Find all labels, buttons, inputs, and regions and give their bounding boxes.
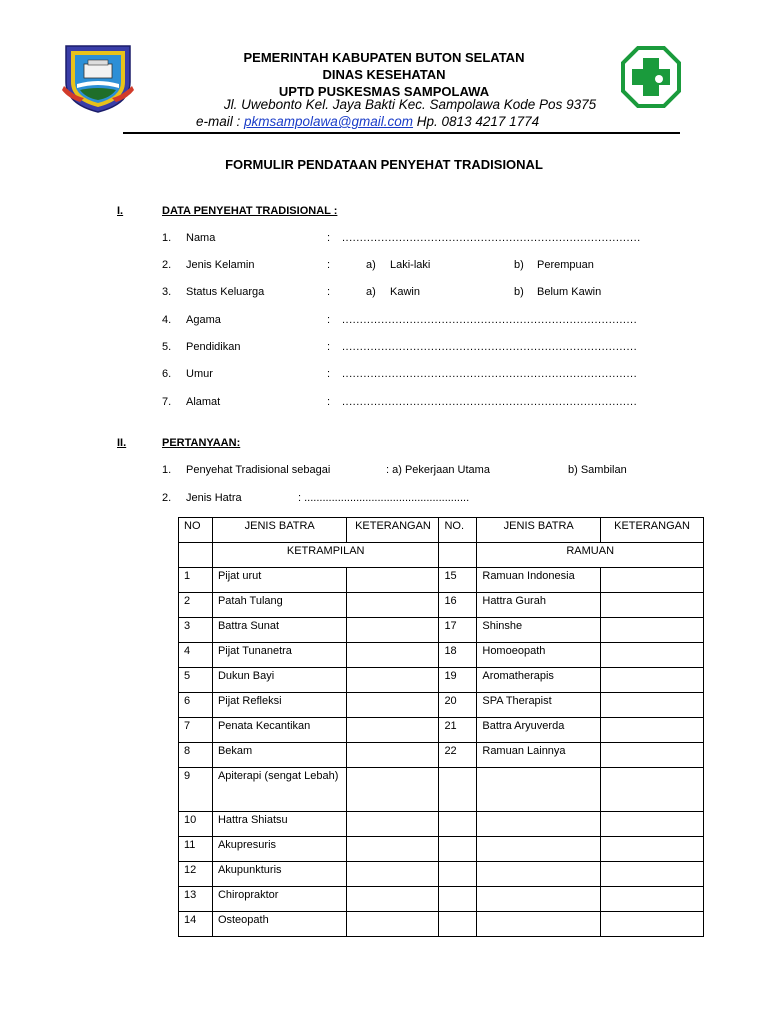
row-jenis-left: Dukun Bayi	[212, 668, 347, 693]
header-puskesmas: UPTD PUSKESMAS SAMPOLAWA	[278, 84, 490, 99]
field-colon: :	[327, 314, 331, 326]
row-no-left: 8	[179, 743, 213, 768]
row-keterangan-left[interactable]	[347, 593, 439, 618]
row-no-left: 7	[179, 718, 213, 743]
question-label: Jenis Hatra	[186, 492, 242, 504]
row-no-left: 14	[179, 912, 213, 937]
row-no-right: 15	[439, 568, 477, 593]
row-no-right	[439, 812, 477, 837]
row-jenis-right: SPA Therapist	[477, 693, 601, 718]
field-label: Jenis Kelamin	[186, 259, 255, 271]
option-b-marker: b)	[514, 286, 524, 298]
row-jenis-right	[477, 837, 601, 862]
row-no-right: 21	[439, 718, 477, 743]
field-colon: :	[327, 368, 331, 380]
row-keterangan-right[interactable]	[601, 668, 704, 693]
phone-number: Hp. 0813 4217 1774	[413, 114, 540, 129]
row-no-left: 4	[179, 643, 213, 668]
row-keterangan-right[interactable]	[601, 643, 704, 668]
row-no-right	[439, 768, 477, 812]
question-number: 2.	[162, 492, 172, 504]
row-keterangan-left[interactable]	[347, 693, 439, 718]
table-row	[179, 618, 704, 643]
row-keterangan-right[interactable]	[601, 812, 704, 837]
option-belum-kawin[interactable]: Belum Kawin	[537, 286, 602, 298]
row-jenis-left: Battra Sunat	[212, 618, 347, 643]
row-jenis-left: Akupunkturis	[212, 862, 347, 887]
group-ketrampilan: KETRAMPILAN	[212, 543, 439, 568]
header-jenis-batra: JENIS BATRA	[212, 518, 347, 543]
row-jenis-left: Osteopath	[212, 912, 347, 937]
header-no-right: NO.	[439, 518, 477, 543]
field-label: Status Keluarga	[186, 286, 265, 298]
row-no-right: 20	[439, 693, 477, 718]
row-keterangan-left[interactable]	[347, 837, 439, 862]
section1-number: I.	[117, 205, 124, 217]
row-no-right: 18	[439, 643, 477, 668]
table-row	[179, 862, 704, 887]
table-row	[179, 718, 704, 743]
field-colon: :	[327, 341, 331, 353]
row-no-right	[439, 862, 477, 887]
row-jenis-right: Hattra Gurah	[477, 593, 601, 618]
row-jenis-left: Hattra Shiatsu	[212, 812, 347, 837]
row-jenis-right	[477, 887, 601, 912]
section1-title: DATA PENYEHAT TRADISIONAL :	[162, 205, 338, 217]
jenis-hatra-blank[interactable]: : ......................................................	[298, 492, 470, 504]
row-keterangan-right[interactable]	[601, 568, 704, 593]
row-keterangan-left[interactable]	[347, 568, 439, 593]
row-keterangan-right[interactable]	[601, 593, 704, 618]
row-keterangan-left[interactable]	[347, 668, 439, 693]
alamat-blank[interactable]: ...................................................................................	[342, 396, 638, 408]
row-jenis-left: Patah Tulang	[212, 593, 347, 618]
table-row	[179, 643, 704, 668]
header-divider	[123, 132, 680, 134]
field-number: 3.	[162, 286, 172, 298]
field-number: 5.	[162, 341, 172, 353]
batra-table	[178, 517, 704, 937]
email-prefix: e-mail :	[196, 114, 245, 129]
table-row	[179, 768, 704, 812]
field-colon: :	[327, 396, 331, 408]
row-keterangan-right[interactable]	[601, 618, 704, 643]
row-no-left: 9	[179, 768, 213, 812]
row-jenis-left: Chiropraktor	[212, 887, 347, 912]
table-body	[179, 568, 704, 937]
nama-blank[interactable]: ....................................................................................	[342, 232, 641, 244]
table-row	[179, 693, 704, 718]
field-number: 2.	[162, 259, 172, 271]
row-no-left: 13	[179, 887, 213, 912]
row-keterangan-right[interactable]	[601, 693, 704, 718]
row-jenis-right	[477, 912, 601, 937]
header-no: NO	[179, 518, 213, 543]
field-colon: :	[327, 232, 331, 244]
field-number: 6.	[162, 368, 172, 380]
agama-blank[interactable]: ...................................................................................	[342, 314, 638, 326]
header-keterangan-right: KETERANGAN	[601, 518, 704, 543]
row-no-left: 5	[179, 668, 213, 693]
row-no-left: 6	[179, 693, 213, 718]
option-a-marker: a)	[366, 259, 376, 271]
group-ramuan: RAMUAN	[477, 543, 704, 568]
section2-number: II.	[117, 437, 127, 449]
row-jenis-right	[477, 812, 601, 837]
field-label: Pendidikan	[186, 341, 241, 353]
row-keterangan-left[interactable]	[347, 887, 439, 912]
header-jenis-batra-right: JENIS BATRA	[477, 518, 601, 543]
table-header-row	[179, 518, 704, 543]
field-label: Umur	[186, 368, 213, 380]
row-keterangan-left[interactable]	[347, 912, 439, 937]
header-keterangan: KETERANGAN	[347, 518, 439, 543]
row-jenis-left: Pijat Tunanetra	[212, 643, 347, 668]
row-no-left: 11	[179, 837, 213, 862]
row-no-right	[439, 887, 477, 912]
row-no-right: 19	[439, 668, 477, 693]
row-keterangan-left[interactable]	[347, 812, 439, 837]
header-address: Jl. Uwebonto Kel. Jaya Bakti Kec. Sampolawa Kode Pos 9375	[223, 97, 597, 112]
umur-blank[interactable]: ...................................................................................	[342, 368, 638, 380]
email-link[interactable]: pkmsampolawa@gmail.com	[244, 114, 414, 129]
table-row	[179, 593, 704, 618]
row-jenis-right	[477, 862, 601, 887]
field-number: 4.	[162, 314, 172, 326]
field-label: Agama	[186, 314, 221, 326]
row-no-right	[439, 837, 477, 862]
row-jenis-left: Bekam	[212, 743, 347, 768]
form-title: FORMULIR PENDATAAN PENYEHAT TRADISIONAL	[225, 157, 543, 172]
table-row	[179, 837, 704, 862]
row-no-right: 22	[439, 743, 477, 768]
row-jenis-left: Apiterapi (sengat Lebah)	[212, 768, 347, 812]
header-government: PEMERINTAH KABUPATEN BUTON SELATAN	[243, 50, 525, 65]
puskesmas-cross-icon	[621, 46, 681, 108]
option-kawin[interactable]: Kawin	[390, 286, 420, 298]
table-row	[179, 743, 704, 768]
option-laki-laki[interactable]: Laki-laki	[390, 259, 431, 271]
table-row	[179, 568, 704, 593]
row-no-right	[439, 912, 477, 937]
row-jenis-right: Shinshe	[477, 618, 601, 643]
row-jenis-right: Homoeopath	[477, 643, 601, 668]
section2-title: PERTANYAAN:	[162, 437, 241, 449]
row-no-right: 16	[439, 593, 477, 618]
pendidikan-blank[interactable]: ...................................................................................	[342, 341, 638, 353]
row-no-left: 3	[179, 618, 213, 643]
field-colon: :	[327, 286, 331, 298]
option-pekerjaan-utama[interactable]: : a) Pekerjaan Utama	[386, 464, 490, 476]
row-no-right: 17	[439, 618, 477, 643]
row-keterangan-right[interactable]	[601, 768, 704, 812]
table-row	[179, 887, 704, 912]
table-row	[179, 668, 704, 693]
row-keterangan-right[interactable]	[601, 887, 704, 912]
question-label: Penyehat Tradisional sebagai	[186, 464, 331, 476]
row-keterangan-right[interactable]	[601, 862, 704, 887]
row-keterangan-left[interactable]	[347, 862, 439, 887]
field-number: 7.	[162, 396, 172, 408]
row-keterangan-right[interactable]	[601, 718, 704, 743]
header-contact	[196, 114, 539, 129]
row-jenis-left: Akupresuris	[212, 837, 347, 862]
row-keterangan-left[interactable]	[347, 743, 439, 768]
row-keterangan-left[interactable]	[347, 718, 439, 743]
row-jenis-left: Pijat Refleksi	[212, 693, 347, 718]
table-row	[179, 912, 704, 937]
option-a-marker: a)	[366, 286, 376, 298]
option-b-marker: b)	[514, 259, 524, 271]
row-no-left: 2	[179, 593, 213, 618]
table-group-row	[179, 543, 704, 568]
row-jenis-right	[477, 768, 601, 812]
row-jenis-left: Penata Kecantikan	[212, 718, 347, 743]
table-row	[179, 812, 704, 837]
row-keterangan-left[interactable]	[347, 643, 439, 668]
row-no-left: 1	[179, 568, 213, 593]
row-no-left: 10	[179, 812, 213, 837]
question-number: 1.	[162, 464, 172, 476]
row-jenis-left: Pijat urut	[212, 568, 347, 593]
field-colon: :	[327, 259, 331, 271]
row-keterangan-left[interactable]	[347, 618, 439, 643]
group-empty-cell	[179, 543, 213, 568]
row-no-left: 12	[179, 862, 213, 887]
field-label: Alamat	[186, 396, 221, 408]
row-jenis-right: Ramuan Lainnya	[477, 743, 601, 768]
row-jenis-right: Ramuan Indonesia	[477, 568, 601, 593]
letterhead	[0, 0, 768, 140]
group-empty-cell	[439, 543, 477, 568]
field-label: Nama	[186, 232, 216, 244]
row-keterangan-right[interactable]	[601, 912, 704, 937]
option-perempuan[interactable]: Perempuan	[537, 259, 594, 271]
row-keterangan-left[interactable]	[347, 768, 439, 812]
row-keterangan-right[interactable]	[601, 743, 704, 768]
row-jenis-right: Battra Aryuverda	[477, 718, 601, 743]
header-department: DINAS KESEHATAN	[322, 67, 446, 82]
field-number: 1.	[162, 232, 172, 244]
row-keterangan-right[interactable]	[601, 837, 704, 862]
option-sambilan[interactable]: b) Sambilan	[568, 464, 627, 476]
row-jenis-right: Aromatherapis	[477, 668, 601, 693]
